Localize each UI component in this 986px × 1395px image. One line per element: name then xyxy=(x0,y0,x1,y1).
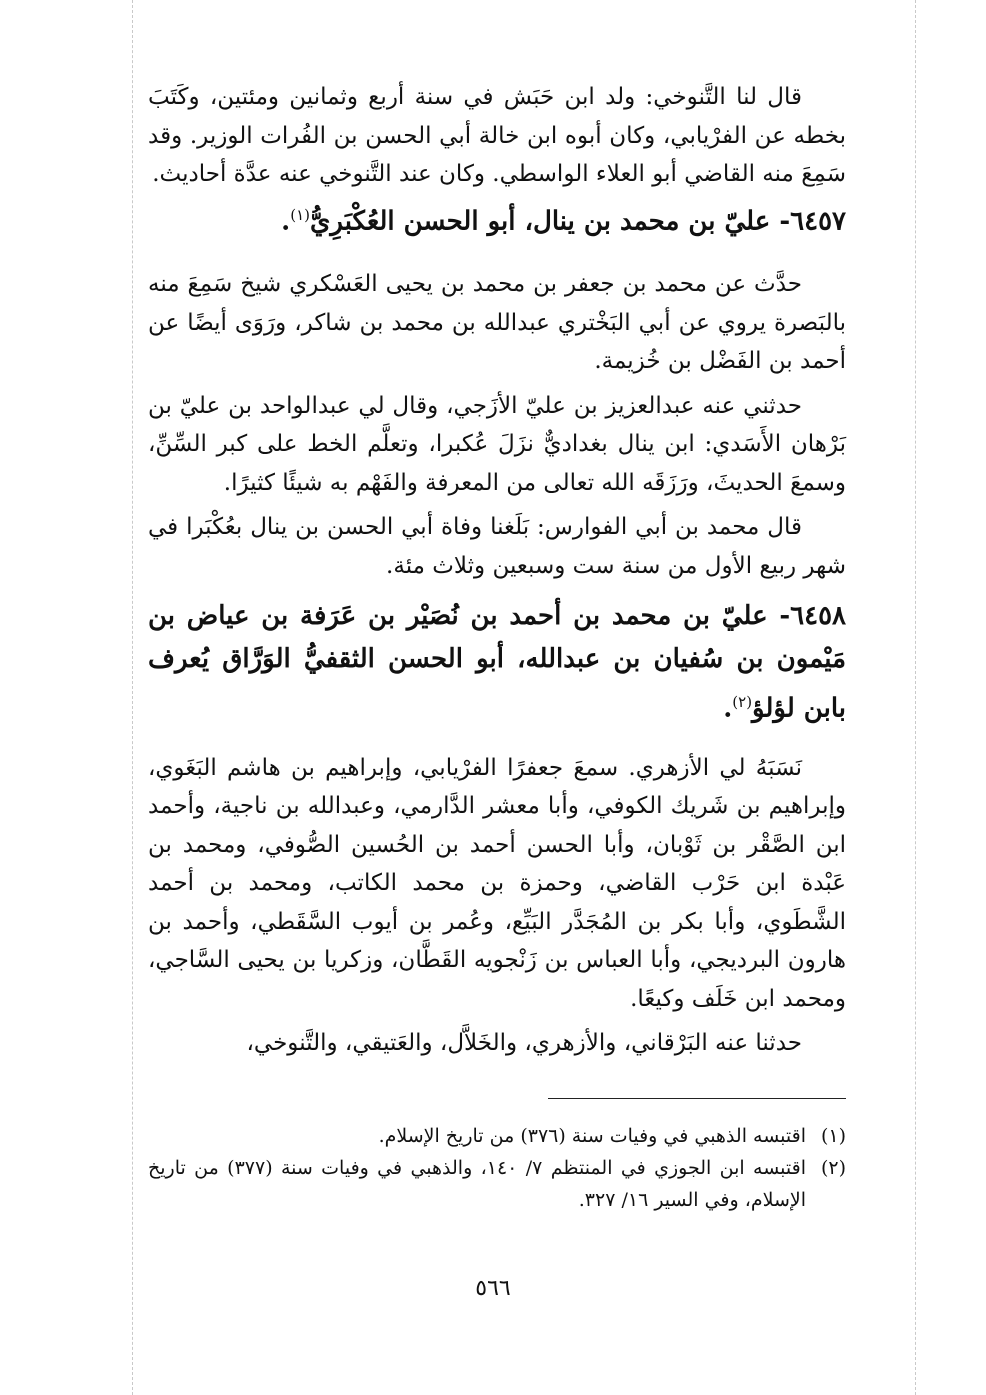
paragraph-haddatha: حدَّث عن محمد بن جعفر بن محمد بن يحيى العَسْكري شيخ سَمِعَ منه بالبَصرة يروي عن أبي البَخْتري عبدالله بن محمد بن شاكر، ورَوَى أيضًا عن أحمد بن الفَضْل بن خُزيمة. xyxy=(148,271,846,375)
footnote-number: (٢) xyxy=(820,1157,846,1179)
entry-heading-end: . xyxy=(723,693,733,724)
paragraph-ibn-habash-note: قال لنا التَّنوخي: ولد ابن حَبَش في سنة أربع وثمانين ومئتين، وكَتَبَ بخطه عن الفرْيابي، وكان أبوه ابن خالة أبي الحسن بن الفُرات الوزير. وقد سَمِعَ منه القاضي أبو العلاء الواسطي. وكان عند التَّنوخي عنه عدَّة أحاديث. xyxy=(148,84,846,187)
scan-fold-line-right xyxy=(915,0,916,1395)
footnote-reference: (١) xyxy=(290,205,311,224)
scan-fold-line-left xyxy=(132,0,133,1395)
footnote-1 xyxy=(148,1120,846,1152)
footnotes xyxy=(148,1120,846,1216)
paragraph-students-list: حدثنا عنه البَرْقاني، والأزهري، والخَلاَّل، والعَتيقي، والتَّنوخي، xyxy=(246,1030,802,1057)
entry-heading-text: ٦٤٥٧- عليّ بن محمد بن ينال، أبو الحسن العُكْبَرِيُّ xyxy=(310,206,846,237)
entry-heading-end: . xyxy=(281,206,291,237)
paragraph-teachers-list: نَسَبَهُ لي الأزهري. سمعَ جعفرًا الفرْيابي، وإبراهيم بن هاشم البَغَوي، وإبراهيم بن شَريك الكوفي، وأبا معشر الدَّارمي، وعبدالله بن ناجية، وأحمد ابن الصَّقْر بن ثَوْبان، وأبا الحسن أحمد بن الحُسين الصُّوفي، ومحمد بن عَبْدة ابن حَرْب القاضي، وحمزة بن محمد الكاتب، ومحمد بن أحمد الشَّطَوي، وأبا بكر بن المُجَدَّر البَيِّع، وعُمر بن أيوب السَّقَطي، وأحمد بن هارون البرديجي، وأبا العباس بن زَنْجويه القَطَّان، وزكريا بن يحيى السَّاجي، ومحمد ابن خَلَف وكيعًا. xyxy=(148,754,846,1012)
entry-heading-6457 xyxy=(148,194,846,244)
footnote-reference: (٢) xyxy=(732,693,753,712)
footnote-divider xyxy=(548,1098,846,1099)
main-text xyxy=(148,78,846,1063)
footnote-text: اقتبسه الذهبي في وفيات سنة (٣٧٦) من تاريخ الإسلام. xyxy=(378,1125,806,1147)
paragraph-haddathani: حدثني عنه عبدالعزيز بن عليّ الأزَجي، وقال لي عبدالواحد بن عليّ بن بَرْهان الأَسَدي: ابن ينال بغداديٌّ نزَلَ عُكبرا، وتعلَّم الخط على كبر السِّنِّ، وسمعَ الحديثَ، ورَزَقَه الله تعالى من المعرفة والفَهْم به شيئًا كثيرًا. xyxy=(148,392,846,496)
entry-heading-6458 xyxy=(148,595,846,731)
footnote-number: (١) xyxy=(820,1125,846,1147)
footnote-text: اقتبسه ابن الجوزي في المنتظم ٧/ ١٤٠، والذهبي في وفيات سنة (٣٧٧) من تاريخ الإسلام، وفي السير ١٦/ ٣٢٧. xyxy=(148,1157,807,1211)
paragraph-death-date: قال محمد بن أبي الفوارس: بَلَغنا وفاة أبي الحسن بن ينال بعُكْبَرا في شهر ربيع الأول من سنة ست وسبعين وثلاث مئة. xyxy=(148,514,846,579)
entry-heading-text: ٦٤٥٨- عليّ بن محمد بن أحمد بن نُصَيْر بن عَرَفة بن عياض بن مَيْمون بن سُفيان بن عبدالله، أبو الحسن الثقفيُّ الوَرَّاق يُعرف بابن لؤلؤ xyxy=(148,601,846,724)
footnote-2 xyxy=(148,1152,846,1216)
page-number: ٥٦٦ xyxy=(475,1276,511,1301)
